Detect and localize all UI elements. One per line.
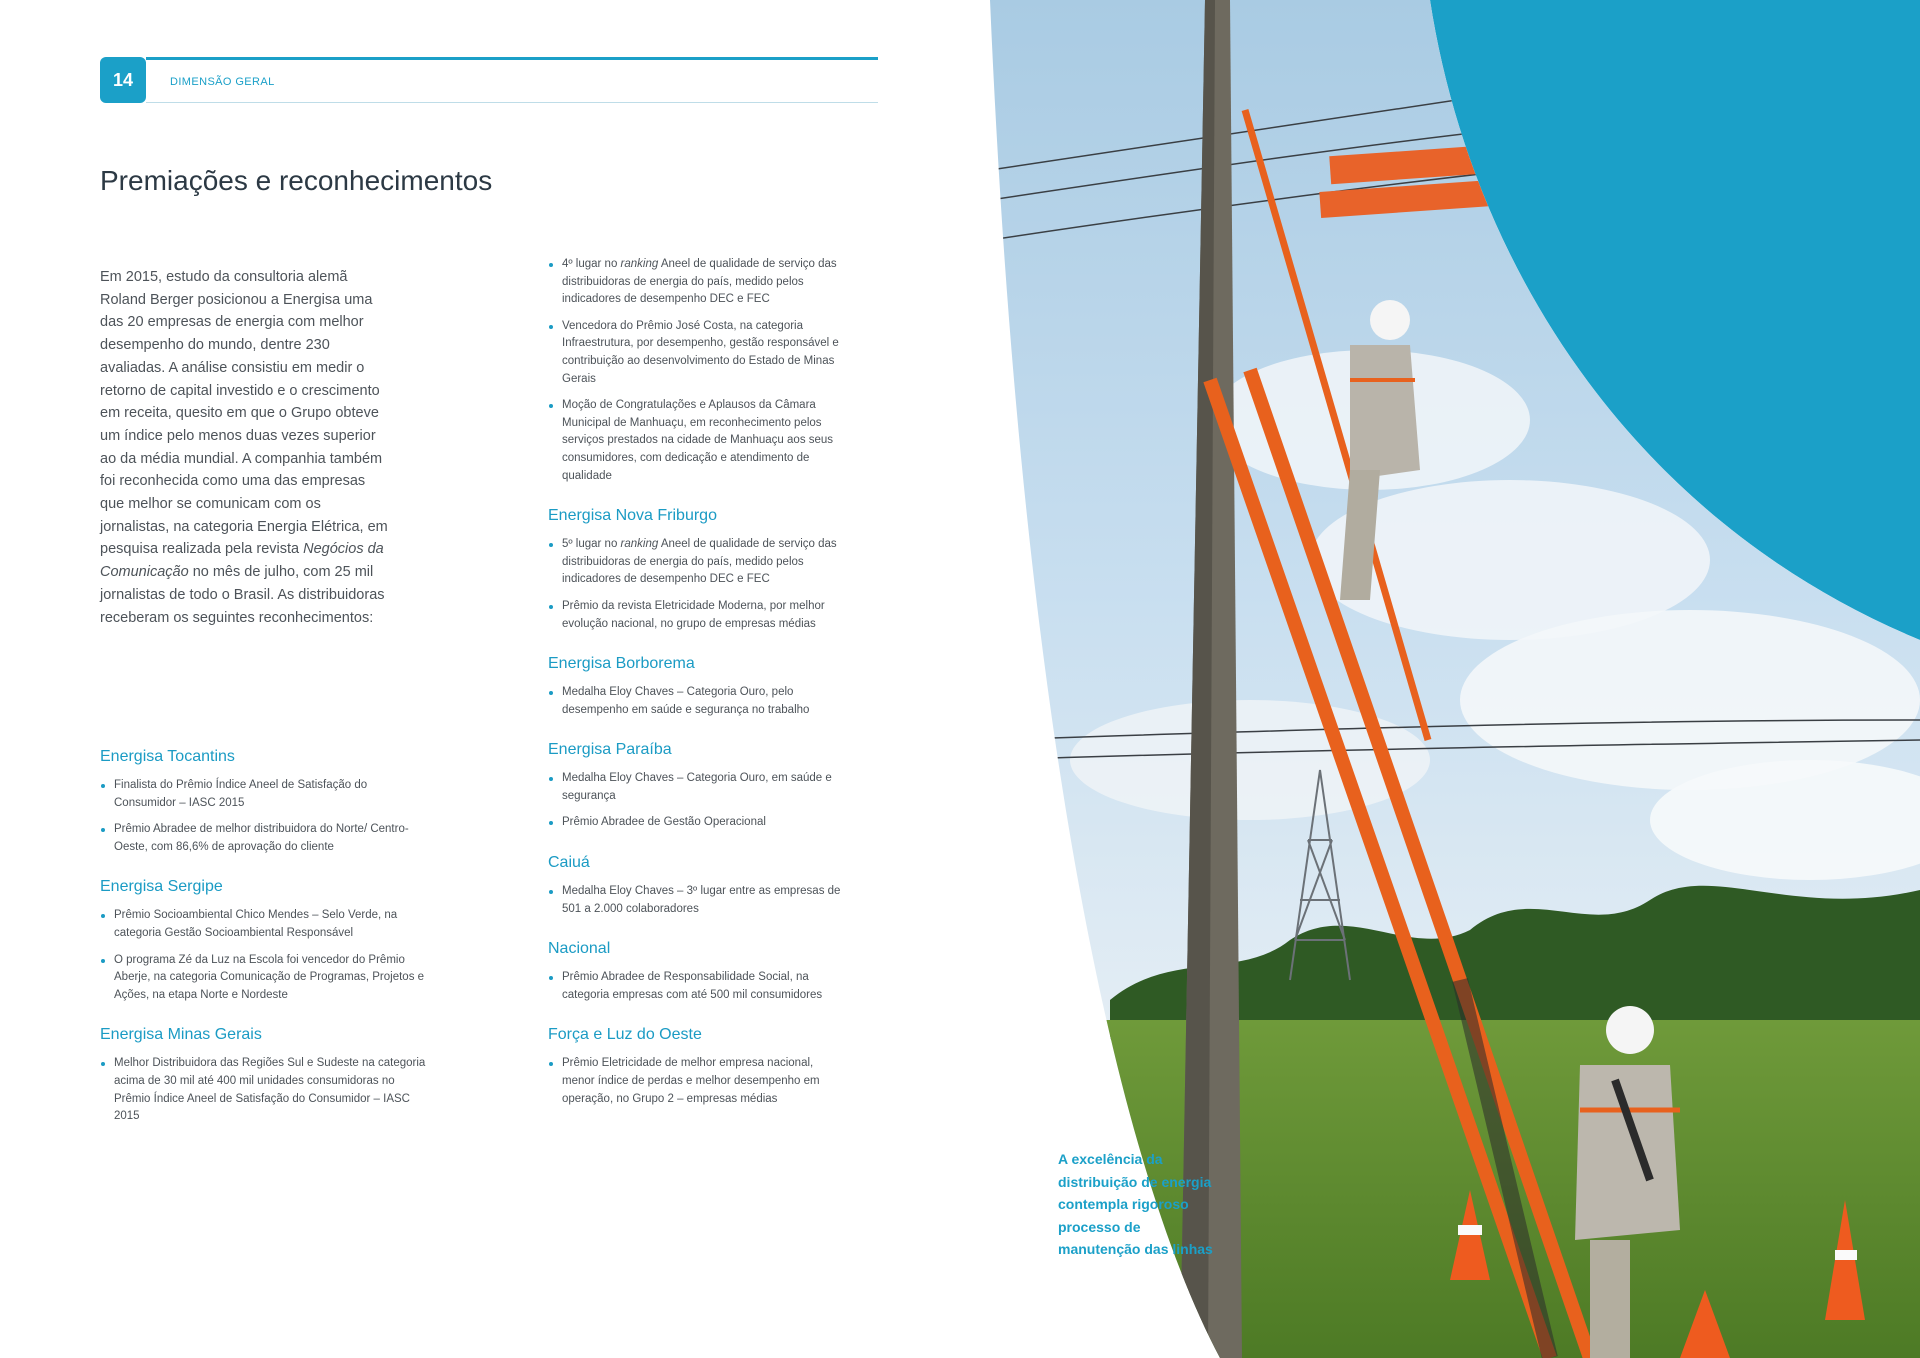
award-item: Finalista do Prêmio Índice Aneel de Satisfação do Consumidor – IASC 2015: [100, 777, 430, 812]
award-list: [548, 536, 848, 633]
award-group-title: Energisa Paraíba: [548, 741, 672, 759]
magazine-name: Negócios da Comunicação: [100, 541, 384, 581]
award-group-paraiba: [548, 741, 848, 832]
award-item: Prêmio Socioambiental Chico Mendes – Selo Verde, na categoria Gestão Socioambiental Responsável: [100, 907, 430, 942]
section-label: DIMENSÃO GERAL: [170, 76, 275, 88]
award-text: Aneel de qualidade de serviço das distribuidoras de energia do país, medido pelos indicadores de desempenho DEC e FEC: [562, 258, 837, 306]
award-group-continued: [548, 256, 848, 485]
left-awards-column: [100, 748, 430, 1148]
award-item: Medalha Eloy Chaves – Categoria Ouro, em saúde e segurança: [548, 770, 848, 805]
award-group-title: Caiuá: [548, 854, 590, 872]
page-number: 14: [112, 69, 134, 90]
award-item: Vencedora do Prêmio José Costa, na categoria Infraestrutura, por desempenho, gestão responsável e contribuição ao desenvolvimento do Estado de Minas Gerais: [548, 318, 848, 388]
header-rule-top: [146, 57, 878, 60]
award-item: Medalha Eloy Chaves – Categoria Ouro, pelo desempenho em saúde e segurança no trabalho: [548, 684, 848, 719]
award-list: [548, 770, 848, 832]
award-item: Melhor Distribuidora das Regiões Sul e Sudeste na categoria acima de 30 mil até 400 mil unidades consumidoras no Prêmio Índice Aneel de Satisfação do Consumidor – IASC 2015: [100, 1055, 430, 1125]
award-group-title: Energisa Sergipe: [100, 878, 223, 896]
award-item: Prêmio Abradee de Gestão Operacional: [548, 814, 848, 832]
award-text: 4º lugar no: [562, 258, 621, 270]
award-list: [548, 1055, 848, 1108]
award-list: [548, 969, 848, 1004]
award-group-tocantins: [100, 748, 430, 856]
award-list: [548, 883, 848, 918]
award-group-title: Energisa Borborema: [548, 655, 695, 673]
award-item: [548, 536, 848, 589]
award-list: [100, 777, 430, 856]
award-item: [548, 256, 848, 309]
award-group-minas-gerais: [100, 1026, 430, 1125]
award-item: O programa Zé da Luz na Escola foi vencedor do Prêmio Aberje, na categoria Comunicação de Programas, Projetos e Ações, na etapa Norte e Nordeste: [100, 952, 430, 1005]
award-list: [548, 684, 848, 719]
award-item: Prêmio Eletricidade de melhor empresa nacional, menor índice de perdas e melhor desempenho em operação, no Grupo 2 – empresas médias: [548, 1055, 848, 1108]
intro-text-1: Em 2015, estudo da consultoria alemã Roland Berger posicionou a Energisa uma das 20 empresas de energia com melhor desempenho do mundo, dentre 230 avaliadas. A análise consistiu em medir o retorno de capital investido e o crescimento em receita, quesito em que o Grupo obteve um índice pelo menos duas vezes superior ao da média mundial.: [100, 269, 380, 467]
award-item: Medalha Eloy Chaves – 3º lugar entre as empresas de 501 a 2.000 colaboradores: [548, 883, 848, 918]
intro-paragraph: [100, 266, 390, 629]
page-number-badge: [100, 57, 146, 103]
award-group-borborema: [548, 655, 848, 719]
page-title: Premiações e reconhecimentos: [100, 165, 493, 196]
award-group-title: Energisa Minas Gerais: [100, 1026, 262, 1044]
award-text: Aneel de qualidade de serviço das distribuidoras de energia do país, medido pelos indicadores de desempenho DEC e FEC: [562, 538, 837, 586]
award-item: Prêmio da revista Eletricidade Moderna, por melhor evolução nacional, no grupo de empresas médias: [548, 598, 848, 633]
right-awards-column: [548, 256, 848, 1130]
photo-caption: A excelência da distribuição de energia contempla rigoroso processo de manutenção das linhas: [1058, 1151, 1213, 1257]
award-group-sergipe: [100, 878, 430, 1004]
award-text: 5º lugar no: [562, 538, 621, 551]
award-list: [100, 907, 430, 1004]
award-group-title: Energisa Tocantins: [100, 748, 235, 765]
award-group-nova-friburgo: [548, 507, 848, 633]
award-item: Prêmio Abradee de melhor distribuidora do Norte/ Centro-Oeste, com 86,6% de aprovação do cliente: [100, 821, 430, 856]
award-group-title: Energisa Nova Friburgo: [548, 507, 717, 525]
award-group-caiua: [548, 854, 848, 918]
award-group-title: Nacional: [548, 940, 611, 958]
award-group-forca-luz-oeste: [548, 1026, 848, 1108]
award-text-italic: ranking: [620, 258, 659, 270]
award-item: Moção de Congratulações e Aplausos da Câmara Municipal de Manhuaçu, em reconhecimento pelos serviços prestados na cidade de Manhuaçu aos seus consumidores, com dedicação e atendimento de qualidade: [548, 397, 848, 485]
award-item: Prêmio Abradee de Responsabilidade Social, na categoria empresas com até 500 mil consumidores: [548, 969, 848, 1004]
award-group-nacional: [548, 940, 848, 1004]
intro-text-2a: A companhia também foi reconhecida como uma das empresas que melhor se comunicam com os jornalistas, na categoria Energia Elétrica, em pesquisa realizada pela revista: [100, 450, 388, 558]
header-rule-bottom: [146, 102, 878, 103]
award-group-title: Força e Luz do Oeste: [548, 1026, 702, 1044]
award-list: [548, 256, 848, 485]
intro-text-2b: no mês de julho, com 25 mil jornalistas de todo o Brasil. As distribuidoras receberam os seguintes reconhecimentos:: [100, 564, 385, 626]
award-list: [100, 1055, 430, 1125]
award-text-italic: ranking: [620, 538, 659, 551]
